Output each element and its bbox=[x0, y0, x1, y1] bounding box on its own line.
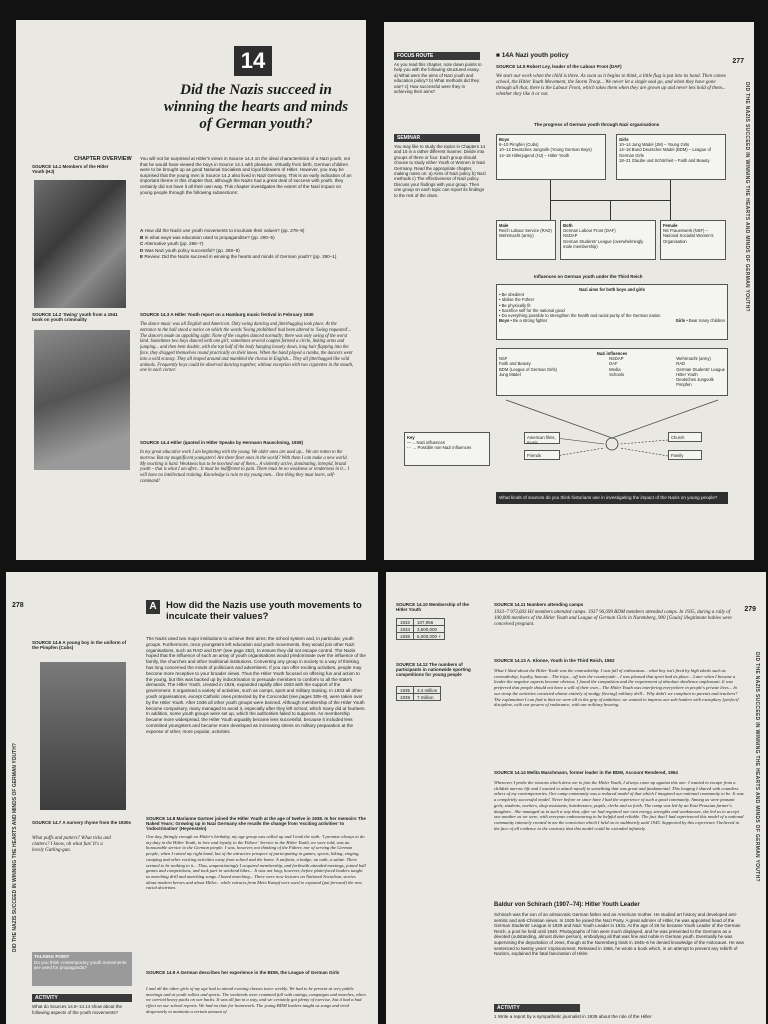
subsection-item: C Alternative youth (pp. 286–7) bbox=[140, 241, 204, 247]
non-nazi-influence: Family bbox=[668, 450, 702, 460]
body-text: The Nazis used two major institutions to achieve their aims: the school system and, in particular, youth groups. Furthermore, once youngsters left education and youth movements, they would join other Nazi organisations, such as RAD and DAF (see page 252), to ensure they did not escape control. The Nazis hoped that the influence of such an array of youth organisations would predominate over the influence of the family, the churches and other traditional institutions. Converting any group in society to a way of thinking has long concerned the minds of politicians and advertisers. If you can offer exciting activities, people may become more receptive to your broader views. Thus the Hitler Youth focused on offering fun and action to the young, but this was backed up by indoctrination to persuade members to conform to all the state's demands. The Hitler Youth, created in 1926, expanded rapidly after 1933 with the support of the government. It organised a variety of activities, such as camps, sport and military training. In 1933 all other youth organisations, except Catholic ones protected by the Concordat (see pages 308–9), were taken over by the Hitler Youth. After 1936 all other youth groups were banned. Although membership of the Hitler Youth became compulsory, many managed to avoid it, especially after they left school, which many did at fourteen. In addition, some youth groups were set up, which the authorities failed to suppress. As membership became more widespread, the Hitler Youth arguably became less successful, because it included less committed youngsters and became more developed as increasing stress on military preparation at the expense of other, more popular, activities. bbox=[146, 636, 366, 734]
source-14-9-text: I and all the other girls of my age had to attend evening classes twice weekly. We had to be present at very public meetings and at youth rallies and sports. The weekends were crammed full with outings, campaigns and marches, when we carried heavy packs on our backs. It was all fun in a way, and we certainly got plenty of exercise, but it had a bad effect on our school reports. We had no time for homework. The young BDM leaders taught us songs and tried desperately to maintain a certain amount of bbox=[146, 986, 366, 1014]
page-number: 277 bbox=[732, 58, 744, 65]
swing-youth-photo bbox=[34, 330, 130, 470]
activity-text: 1 Write a report by a sympathetic journalist in 1939 about the role of the Hitler bbox=[494, 1014, 652, 1019]
chapter-number-badge bbox=[234, 46, 272, 76]
nazi-influences-box: Nazi influences NSF Faith and Beauty BDM (League of German Girls) Jung Mädel NSDAP DAF Media Schools Wehrmacht (army) RAD German Students' League Hitler Youth Deutsches Jungvolk Pimpfen bbox=[496, 348, 728, 396]
section-title: How did the Nazis use youth movements to inculcate their values? bbox=[166, 600, 362, 622]
influence-arrow bbox=[620, 440, 668, 444]
activity-label: ACTIVITY bbox=[32, 994, 132, 1002]
activity-text: What do Sources 14.8–14.14 show about the following aspects of the youth movements? bbox=[32, 1004, 123, 1015]
influence-arrow bbox=[556, 448, 604, 456]
chapter-number: 14 bbox=[240, 48, 266, 73]
running-head: DID THE NAZIS SUCCEED IN WINNING THE HEARTS AND MINDS OF GERMAN YOUTH? bbox=[754, 652, 760, 882]
source-14-14-heading: SOURCE 14.14 Melita Maschmann, former leader in the BDM, Account Rendered, 1964 bbox=[494, 770, 678, 775]
connector-line bbox=[610, 200, 611, 220]
section-heading: ■ 14A Nazi youth policy bbox=[496, 52, 569, 59]
question-box: What kinds of sources do you think historians use in investigating the impact of the Nazis on young people? bbox=[496, 492, 728, 504]
aim-item: • Idolise the Führer bbox=[499, 297, 535, 303]
source-14-11-text: 1933–7 973,603 HJ members attended camps. 1937 96,699 BDM members attended camps. In 1935, during a rally of 100,000 members of the Hitler Youth and League of German Girls in Nuremberg, 900 [Gauls] illegitimate babies were conceived pregnant. bbox=[494, 610, 732, 627]
source-14-13-heading: SOURCE 14.13 A. Klonne, Youth in the Third Reich, 1982 bbox=[494, 658, 615, 663]
talking-point-box: TALKING POINT Do you think contemporary youth movements are used for propaganda? bbox=[32, 952, 132, 986]
source-14-7-heading: SOURCE 14.7 A nursery rhyme from the 1930s bbox=[32, 820, 131, 825]
source-14-8-text: One day, fittingly enough on Hitler's birthday, my age group was called up and I took the oath: 'I promise always to do my duty in the Hitler Youth, in love and loyalty to the Führer.' Service in the Hitler Youth, we were told, was an honourable service to the German people. I was, however, not thinking of the Führer, nor of serving the German people, when I raised my right hand, but of the attractive prospect of participating in games, sports, hiking, singing, camping and other exciting activities away from school and the home. A uniform, a badge, an oath, a salute. There seemed to be nothing to it... Thus, unquestioningly I acquired membership, and forthwith attended meetings, joined ball games and competitions, and took part in weekend hikes... It was not long, however, before plain-faced leaders taught us marching drill and marching songs. I hated marching... There were now lectures on National Socialism, stories about modern heroes and about Hitler... while extracts from Mein Kampf were used to expound (put forward) the new racial doctrines. bbox=[146, 834, 366, 891]
key-box: Key —→ Nazi influences - - → Possible non-Nazi influences bbox=[404, 432, 490, 466]
running-head: DID THE NAZIS SUCCEED IN WINNING THE HEARTS AND MINDS OF GERMAN YOUTH? bbox=[12, 743, 18, 952]
subsection-list bbox=[140, 228, 354, 261]
table-row: 1936 6,000,000 + bbox=[397, 633, 445, 640]
source-14-8-heading: SOURCE 14.8 Marianne Gartner joined the Hitler Youth at the age of twelve in 1938. In her memoirs The Naked Years: Growing up in Nazi Germany she recalls the change from 'exciting activities' to 'indoctrination' (Heyenstein) bbox=[146, 816, 366, 831]
pimpfen-boy-photo bbox=[40, 662, 126, 810]
sport-table bbox=[396, 686, 441, 701]
chapter-title: Did the Nazis succeed in winning the hearts and minds of German youth? bbox=[163, 82, 349, 132]
membership-table bbox=[396, 618, 445, 640]
bio-heading: Baldur von Schirach (1907–74): Hitler Youth Leader bbox=[494, 902, 640, 908]
overview-heading: CHAPTER OVERVIEW bbox=[74, 156, 132, 162]
source-14-2-caption: SOURCE 14.2 'Swing' youth from a 1941 book on youth criminality bbox=[32, 312, 118, 322]
source-14-14-text: Whenever I probe the reasons which drew me to join the Hitler Youth, I always come up against this one: I wanted to escape from a childish narrow life and I wanted to attach myself to something that was great and fundamental. This longing I shared with countless others of my contemporaries. Our camp community was a reduced model of that which I imagined our national community to be. It was a completely successful model. Never before or since have I had the experience of such a good community. Among us were peasant girls, students, workers, shop assistants, hairdressers, pupils, clerks and so forth. The camp was led by an East Prussian farmer's daughter... She managed us in such a way that, after we had regained our own energy, strengths and weaknesses, she led us to accept one another as we were, with everyone endeavouring to be helpful and reliable. The fact that I had experienced this model of a national community intensely created in me the conviction which I held on to stubbornly until 1945. Supported by this experience I believed in the face of all evidence to the contrary that this model could be extended infinitely. bbox=[494, 780, 744, 831]
source-14-4-text: In my great educative work I am beginning with the young. We older ones are used up... We are rotten to the marrow. But my magnificent youngsters! Are there finer ones in the world? With them I can make a new world. My teaching is hard. Weakness has to be knocked out of them... A violently active, dominating, intrepid, brutal youth – that is what I am after... It must be indifferent to pain. There must be no weakness or tenderness in it... I will have no intellectual training. Knowledge is ruin to my young men... One thing they must learn, self-command! bbox=[140, 450, 350, 484]
running-head: DID THE NAZIS SUCCEED IN WINNING THE HEARTS AND MINDS OF GERMAN YOUTH? bbox=[744, 82, 750, 312]
aim-item: • Be obedient bbox=[499, 292, 524, 298]
source-14-3-text: The dance music was all English and American. Only swing dancing and jitterbugging took place. At the entrance to the hall stood a notice on which the words 'Swing prohibited' had been altered to 'Swing requested'... The dancers made an appalling sight. None of the couples danced normally; there was only swing of the worst kind. Sometimes two boys danced with one girl; sometimes several couples formed a circle, linking arms and jumping... and then bent double, with the top half of the body hanging loosely down, long hair flapping into the face, they dragged themselves round practically on their knees. When the band played a rumba, the dancers went into a wild ecstasy. They all leaped around and mumbled the chorus in English... They all jitterbugged like wild animals. Frequently boys could be observed dancing together, without exception with two cigarettes in the mouth, one in each corner. bbox=[140, 322, 354, 374]
male-box: Male Reich Labour Service (RAD) Wehrmacht (army) bbox=[496, 220, 556, 260]
source-14-1-caption: SOURCE 14.1 Members of the Hitler Youth (HJ) bbox=[32, 164, 109, 174]
page-number: 278 bbox=[12, 602, 24, 609]
source-14-5-text: We start our work when the child is three. As soon as it begins to think, a little flag is put into its hand. Then comes school, the Hitler Youth Movement, the Storm Troop... We never let a single soul go, and when they have gone through all that, there is the Labour Front, which takes them when they are grown up and never lets hold of them... whether they like it or not. bbox=[496, 74, 726, 97]
aim-item: • Sacrifice self for the national good bbox=[499, 307, 565, 313]
source-14-13-text: What I liked about the Hitler Youth was the comradeship. I was full of enthusiasm... what boy isn't fired by high ideals such as comradeship, loyalty, honour... The trips... off into the countryside... I was pleased that sport had its place... Later when I became a leader the negative aspects became obvious. I found the compulsion and the requirement of absolute obedience unpleasant. It was preferred that people should not have a will of their own... The Hitler Youth was interfering everywhere in people's private lives... In our troop the activities consisted almost entirely of stodgy [boring] military drill... Why didn't we complain to parents and teachers? The explanation I can find is that we were all in the grip of ambition; we wanted to impress our sub-leaders with exemplary [perfect] discipline, with our powers of endurance, with our military bearing. bbox=[494, 668, 739, 708]
focus-route-text: As you read this chapter, note down points to help you with the following structured essay. a) What were the aims of Nazi youth and education policy? b) What methods did they use? c) How successful were they in achieving their aims? bbox=[394, 62, 482, 95]
non-nazi-influence: American films, music bbox=[524, 432, 560, 444]
page-number: 279 bbox=[744, 606, 756, 613]
bio-text: Schirach was the son of an aristocratic German father and an American mother. He studied art history and developed anti-semitic and anti-Christian views. In 1925 he joined the Nazi Party. A great admirer of Hitler, he was appointed head of the German Students' League in 1929 and Nazi Youth Leader in 1931. At the age of 26 he became Youth Leader of the German Reich, a post he held until 1940. Photographs of him were much displayed, and he was presented to the Germans as a devoted (outstanding, almost divine person), embodying all that was fine and noble in German youth. Eventually he was supervising the deportation of Jews, though at the Nuremberg trials in 1945–6 he denied knowledge of the Holocaust. He was sentenced to twenty years' imprisonment. Released in 1966, he wrote a book which, in an attempt to prevent any rebirth of Nazism, explained the fatal fascination of Hitler. bbox=[494, 912, 744, 957]
youth-figure bbox=[606, 438, 618, 450]
boys-box: Boys 6–10 Pimpfen (Cubs) 10–14 Deutsches Jungvolk (Young German Boys) 14–18 Hitlerjugend (HJ) – Hitler Youth bbox=[496, 134, 606, 180]
nazi-aims-box: Nazi aims for both boys and girls • Be obedient • Idolise the Führer • Be physically fit • Sacrifice self for the national good • Do everything possible to strengthen the health and racial purity of the German nation Boys • Be a strong fighter Girls • Bear many children bbox=[496, 284, 728, 340]
source-14-9-heading: SOURCE 14.9 A German describes her experience in the BDM, the League of German Girls bbox=[146, 970, 340, 975]
page-chapter-opener bbox=[16, 20, 366, 560]
influence-arrow bbox=[620, 448, 668, 456]
source-14-4-heading: SOURCE 14.4 Hitler (quoted in Hitler Speaks by Hermann Rauschning, 1939) bbox=[140, 440, 304, 445]
non-nazi-influence: Church bbox=[668, 432, 702, 442]
female-box: Female NS Frauenwerk (NSF) – National Socialist Women's Organisation bbox=[660, 220, 726, 260]
aim-item: • Be physically fit bbox=[499, 302, 531, 308]
seminar-label: SEMINAR bbox=[394, 134, 480, 142]
source-14-6-caption: SOURCE 14.6 A young boy in the uniform of the Pimpfen (Cubs) bbox=[32, 640, 127, 650]
table-row: 1939 7 million bbox=[397, 694, 441, 701]
source-14-12-heading: SOURCE 14.12 The numbers of participants in nationwide sporting competitions for young people bbox=[396, 662, 471, 677]
table-row: 1935 3.4 million bbox=[397, 687, 441, 694]
page-279 bbox=[386, 572, 766, 1024]
subsection-item: A How did the Nazis use youth movements to inculcate their values? (pp. 278–9) bbox=[140, 228, 305, 233]
source-14-10-heading: SOURCE 14.10 Membership of the Hitler Youth bbox=[396, 602, 470, 612]
aim-item: • Do everything possible to strengthen the health and racial purity of the German nation bbox=[499, 313, 661, 319]
girls-box: Girls 10–14 Jung Mädel (JM) – Young Girls 14–18 Bund Deutscher Mädel (BDM) – League of German Girls 18–21 Glaube und Schönheit – Faith and Beauty bbox=[616, 134, 726, 180]
table-row: 1932 107,956 bbox=[397, 619, 445, 626]
non-nazi-influence: Friends bbox=[524, 450, 560, 460]
overview-text: You will not be surprised at Hitler's views in Source 14.4 on the ideal characteristics of a Nazi youth, nor that he would have viewed the boys in Source 14.1 with pleasure. Virtually from birth, German children were to be brought up as good National Socialists and loyal followers of Hitler. However, you may be surprised that the young men in Source 14.2 also lived in Nazi Germany. This is an early indication of an important theme in this chapter that, although the Nazis had a great deal of success with youth, they certainly did not have it all their own way. This chapter investigates the extent of the Nazi impact on young people through the following subsections: bbox=[140, 156, 352, 195]
page-278 bbox=[6, 572, 378, 1024]
activity-label: ACTIVITY bbox=[494, 1004, 580, 1012]
source-14-5-heading: SOURCE 14.5 Robert Ley, leader of the Labour Front (DAF) bbox=[496, 64, 622, 69]
subsection-item: B In what ways was education used to propagandise? (pp. 280–5) bbox=[140, 234, 275, 240]
both-box: Both German Labour Front (DAF) NSDAP German Students' League (overwhelmingly male membership) bbox=[560, 220, 656, 260]
source-14-11-heading: SOURCE 14.11 Numbers attending camps bbox=[494, 602, 584, 607]
subsection-item: E Review: Did the Nazis succeed in winning the hearts and minds of German youth? (pp. 290–1) bbox=[140, 254, 337, 260]
hitler-youth-photo bbox=[34, 180, 126, 308]
influences-title: Influences on German youth under the Third Reich bbox=[534, 274, 643, 279]
source-14-7-text: What puffs and patters? What ticks and clatters? I know, oh what fun! It's a lovely Gatling-gun. bbox=[32, 836, 111, 853]
progress-title: The progress of German youth through Nazi organisations bbox=[534, 122, 660, 127]
page-277 bbox=[384, 22, 754, 560]
table-row: 1934 3,500,000 bbox=[397, 626, 445, 633]
subsection-item: D Was Nazi youth policy successful? (pp. 288–9) bbox=[140, 247, 240, 253]
influence-arrow bbox=[556, 438, 604, 444]
seminar-text: You may like to study the topics in Chapters 14 and 15 in a rather different manner. Divide into groups of three or four. Each group should choose to study either Youth or Women in Nazi Germany. Read the appropriate chapter, making notes on: a) Aims of Nazi policy b) Nazi methods c) The effectiveness of Nazi policy. Discuss your findings with your group. Then one group on each topic can report its findings to the rest of the class. bbox=[394, 144, 486, 198]
section-letter-badge: A bbox=[146, 600, 160, 614]
focus-route-label: FOCUS ROUTE bbox=[394, 52, 480, 60]
source-14-3-heading: SOURCE 14.3 A Hitler Youth report on a Hamburg music festival in February 1940 bbox=[140, 312, 314, 317]
